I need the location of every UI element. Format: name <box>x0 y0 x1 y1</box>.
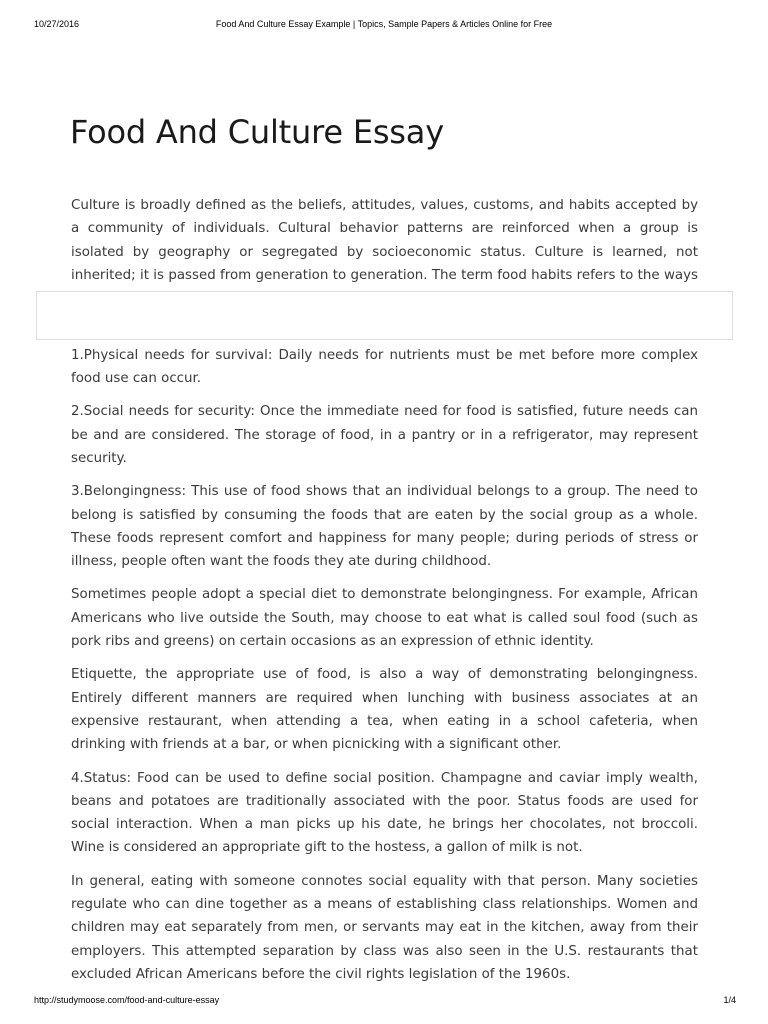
article-paragraph: 1.Physical needs for survival: Daily needs for nutrients must be met before more complex food use can occur. <box>71 347 698 387</box>
page-title: Food And Culture Essay <box>70 113 444 151</box>
print-footer-url: http://studymoose.com/food-and-culture-essay <box>34 995 220 1005</box>
article-paragraph: In general, eating with someone connotes social equality with that person. Many societies regulate who can dine together as a means of establishing class relationships. Women and children may eat separately from men, or servants may eat in the kitchen, away from their employers. This attempted separation by class was also seen in the U.S. restaurants that excluded African Americans before the civil rights legislation of the 1960s. <box>71 873 698 982</box>
overlay-banner-placeholder <box>36 291 733 340</box>
print-header-date: 10/27/2016 <box>34 19 80 29</box>
article-paragraph: 2.Social needs for security: Once the immediate need for food is satisfied, future needs can be and are considered. The storage of food, in a pantry or in a refrigerator, may represent security. <box>71 404 698 466</box>
article-paragraph: 3.Belongingness: This use of food shows that an individual belongs to a group. The need to belong is satisfied by consuming the foods that are eaten by the social group as a whole. These foods represent comfort and happiness for many people; during periods of stress or illness, people often want the foods they ate during childhood. <box>71 484 698 570</box>
print-footer-page-number: 1/4 <box>723 995 736 1005</box>
article-paragraph: Etiquette, the appropriate use of food, is also a way of demonstrating belongingness. Entirely different manners are required when lunching with business associates at an expensive restaurant, when attending a tea, when eating in a school cafeteria, when drinking with friends at a bar, or when picnicking with a significant other. <box>71 667 698 753</box>
print-header-title: Food And Culture Essay Example | Topics, Sample Papers & Articles Online for Free <box>215 19 553 29</box>
article-paragraph: Culture is broadly defined as the beliefs, attitudes, values, customs, and habits accepted by a community of individuals. Cultural behavior patterns are reinforced when a group is isolated by geography or segregated by socioeconomic status. Culture is learned, not inherited; it is passed from generation to generation. The term food habits refers to the ways <box>71 198 698 283</box>
article-paragraph: 4.Status: Food can be used to define social position. Champagne and caviar imply wealth, beans and potatoes are traditionally associated with the poor. Status foods are used for social interaction. When a man picks up his date, he brings her chocolates, not broccoli. Wine is considered an appropriate gift to the hostess, a gallon of milk is not. <box>71 770 698 856</box>
article-paragraph: Sometimes people adopt a special diet to demonstrate belongingness. For example, African Americans who live outside the South, may choose to eat what is called soul food (such as pork ribs and greens) on certain occasions as an expression of ethnic identity. <box>71 587 698 650</box>
